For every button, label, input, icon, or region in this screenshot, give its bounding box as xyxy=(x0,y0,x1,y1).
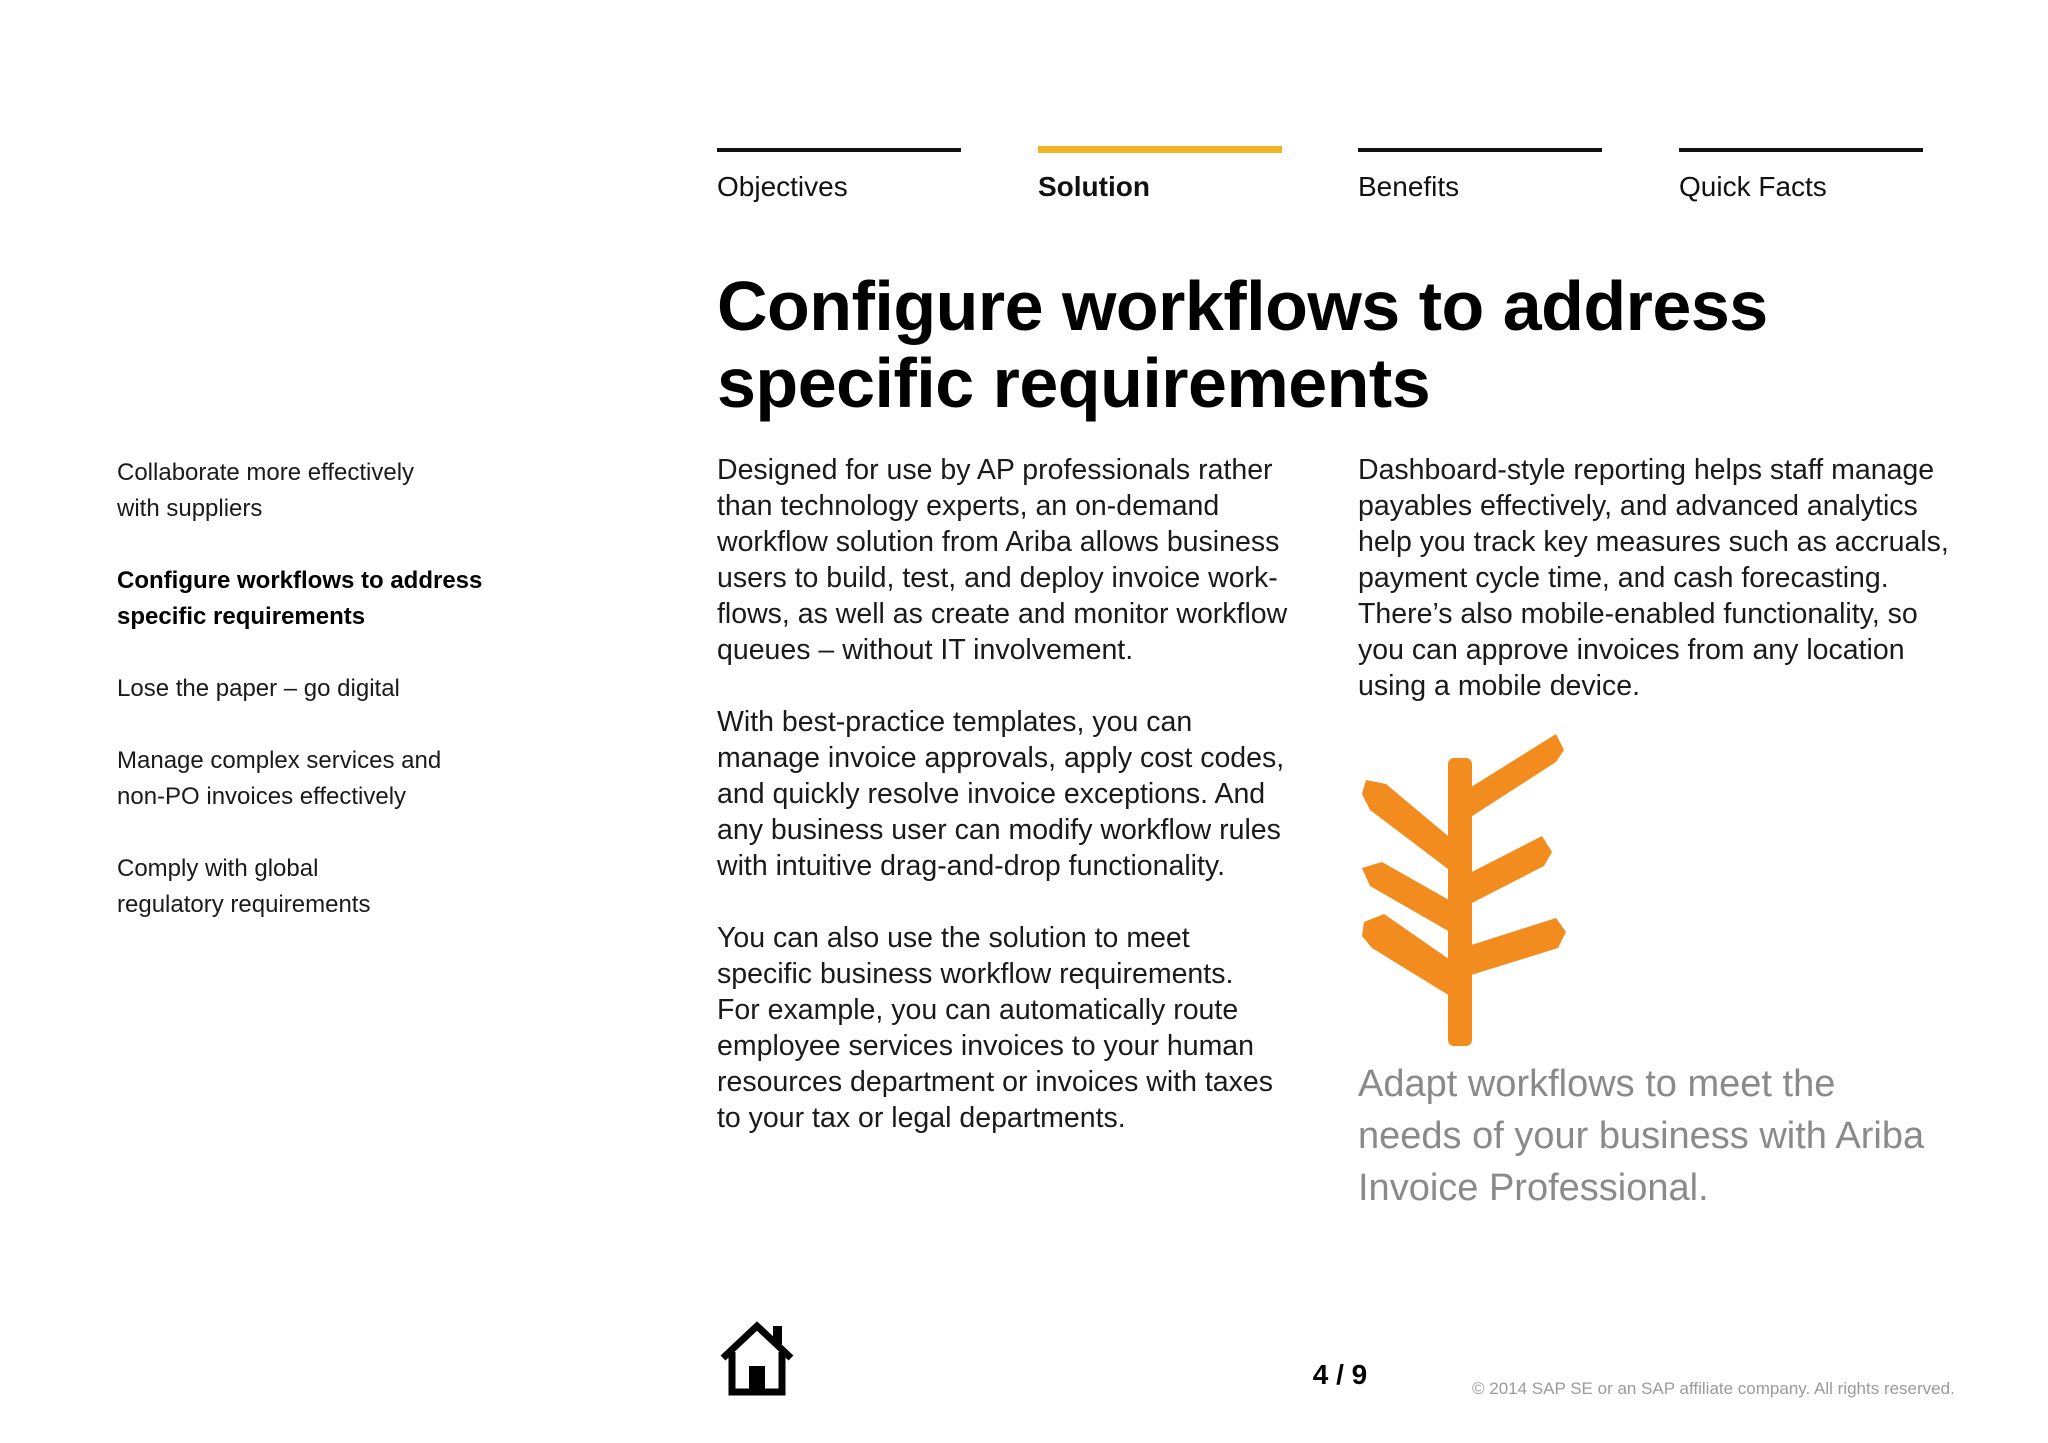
text-line: payables effectively, and advanced analytics xyxy=(1358,490,1918,522)
sidebar-item-label: Configure workflows to address xyxy=(117,567,483,594)
text-line: than technology experts, an on-demand xyxy=(717,490,1220,522)
tab-label: Objectives xyxy=(717,171,848,202)
sidebar-item-complex-services[interactable] xyxy=(117,743,517,815)
sidebar-item-label: Comply with global xyxy=(117,855,319,882)
text-line: resources department or invoices with taxes xyxy=(717,1066,1274,1098)
text-line: any business user can modify workflow rules xyxy=(717,814,1281,846)
home-icon[interactable] xyxy=(717,1320,797,1396)
sidebar-item-label: regulatory requirements xyxy=(117,891,371,918)
tab-solution[interactable] xyxy=(1038,148,1282,208)
sidebar-item-label: non-PO invoices effectively xyxy=(117,783,407,810)
sidebar-item-regulatory[interactable] xyxy=(117,851,517,923)
text-line: Designed for use by AP professionals rather xyxy=(717,454,1273,486)
text-line: There’s also mobile-enabled functionality, so xyxy=(1358,598,1918,630)
text-line: employee services invoices to your human xyxy=(717,1030,1255,1062)
body-paragraph xyxy=(717,452,1317,668)
tab-indicator xyxy=(1679,148,1923,152)
tab-benefits[interactable] xyxy=(1358,148,1602,208)
text-line: With best-practice templates, you can xyxy=(717,706,1193,738)
tab-label: Solution xyxy=(1038,171,1150,202)
text-line: with intuitive drag-and-drop functionality. xyxy=(717,850,1225,882)
tab-indicator-active xyxy=(1038,146,1282,153)
tab-indicator xyxy=(717,148,961,152)
sidebar-item-collaborate[interactable] xyxy=(117,455,517,527)
sidebar-item-label: Lose the paper – go digital xyxy=(117,675,400,702)
text-line: specific business workflow requirements. xyxy=(717,958,1234,990)
tab-quick-facts[interactable] xyxy=(1679,148,1923,208)
sidebar-item-label: with suppliers xyxy=(117,495,263,522)
sidebar-item-label: specific requirements xyxy=(117,603,366,630)
sidebar-item-go-digital[interactable] xyxy=(117,671,517,707)
copyright-notice: © 2014 SAP SE or an SAP affiliate company. All rights reserved. xyxy=(1472,1379,1955,1398)
page-number: 4 / 9 xyxy=(1312,1359,1368,1390)
text-line: help you track key measures such as accruals, xyxy=(1358,526,1949,558)
pull-quote xyxy=(1358,1058,1978,1214)
text-line: For example, you can automatically route xyxy=(717,994,1239,1026)
quote-line: Adapt workflows to meet the xyxy=(1358,1063,1836,1105)
text-line: you can approve invoices from any location xyxy=(1358,634,1905,666)
page-title-line: Configure workflows to address xyxy=(717,267,1768,345)
section-tabs xyxy=(0,0,2048,220)
text-line: users to build, test, and deploy invoice work- xyxy=(717,562,1278,594)
body-column-left xyxy=(717,452,1317,1172)
text-line: to your tax or legal departments. xyxy=(717,1102,1126,1134)
page-title-line: specific requirements xyxy=(717,344,1431,422)
text-line: payment cycle time, and cash forecasting. xyxy=(1358,562,1889,594)
text-line: queues – without IT involvement. xyxy=(717,634,1134,666)
body-paragraph xyxy=(717,704,1317,884)
text-line: using a mobile device. xyxy=(1358,670,1640,702)
sidebar-item-label: Manage complex services and xyxy=(117,747,442,774)
text-line: You can also use the solution to meet xyxy=(717,922,1190,954)
text-line: and quickly resolve invoice exceptions. And xyxy=(717,778,1266,810)
body-paragraph xyxy=(717,920,1317,1136)
quote-line: Invoice Professional. xyxy=(1358,1167,1709,1209)
signpost-icon xyxy=(1356,728,1568,1046)
body-column-right xyxy=(1358,452,1978,740)
page-title xyxy=(717,268,1957,422)
text-line: flows, as well as create and monitor workflow xyxy=(717,598,1288,630)
text-line: manage invoice approvals, apply cost codes, xyxy=(717,742,1285,774)
tab-label: Benefits xyxy=(1358,171,1460,202)
sidebar-item-label: Collaborate more effectively xyxy=(117,459,415,486)
text-line: Dashboard-style reporting helps staff manage xyxy=(1358,454,1935,486)
quote-line: needs of your business with Ariba xyxy=(1358,1115,1925,1157)
tab-label: Quick Facts xyxy=(1679,171,1827,202)
sidebar-nav xyxy=(117,455,537,959)
tab-objectives[interactable] xyxy=(717,148,961,208)
tab-indicator xyxy=(1358,148,1602,152)
sidebar-item-configure-workflows[interactable] xyxy=(117,563,517,635)
body-paragraph xyxy=(1358,452,1978,704)
text-line: workflow solution from Ariba allows business xyxy=(717,526,1280,558)
